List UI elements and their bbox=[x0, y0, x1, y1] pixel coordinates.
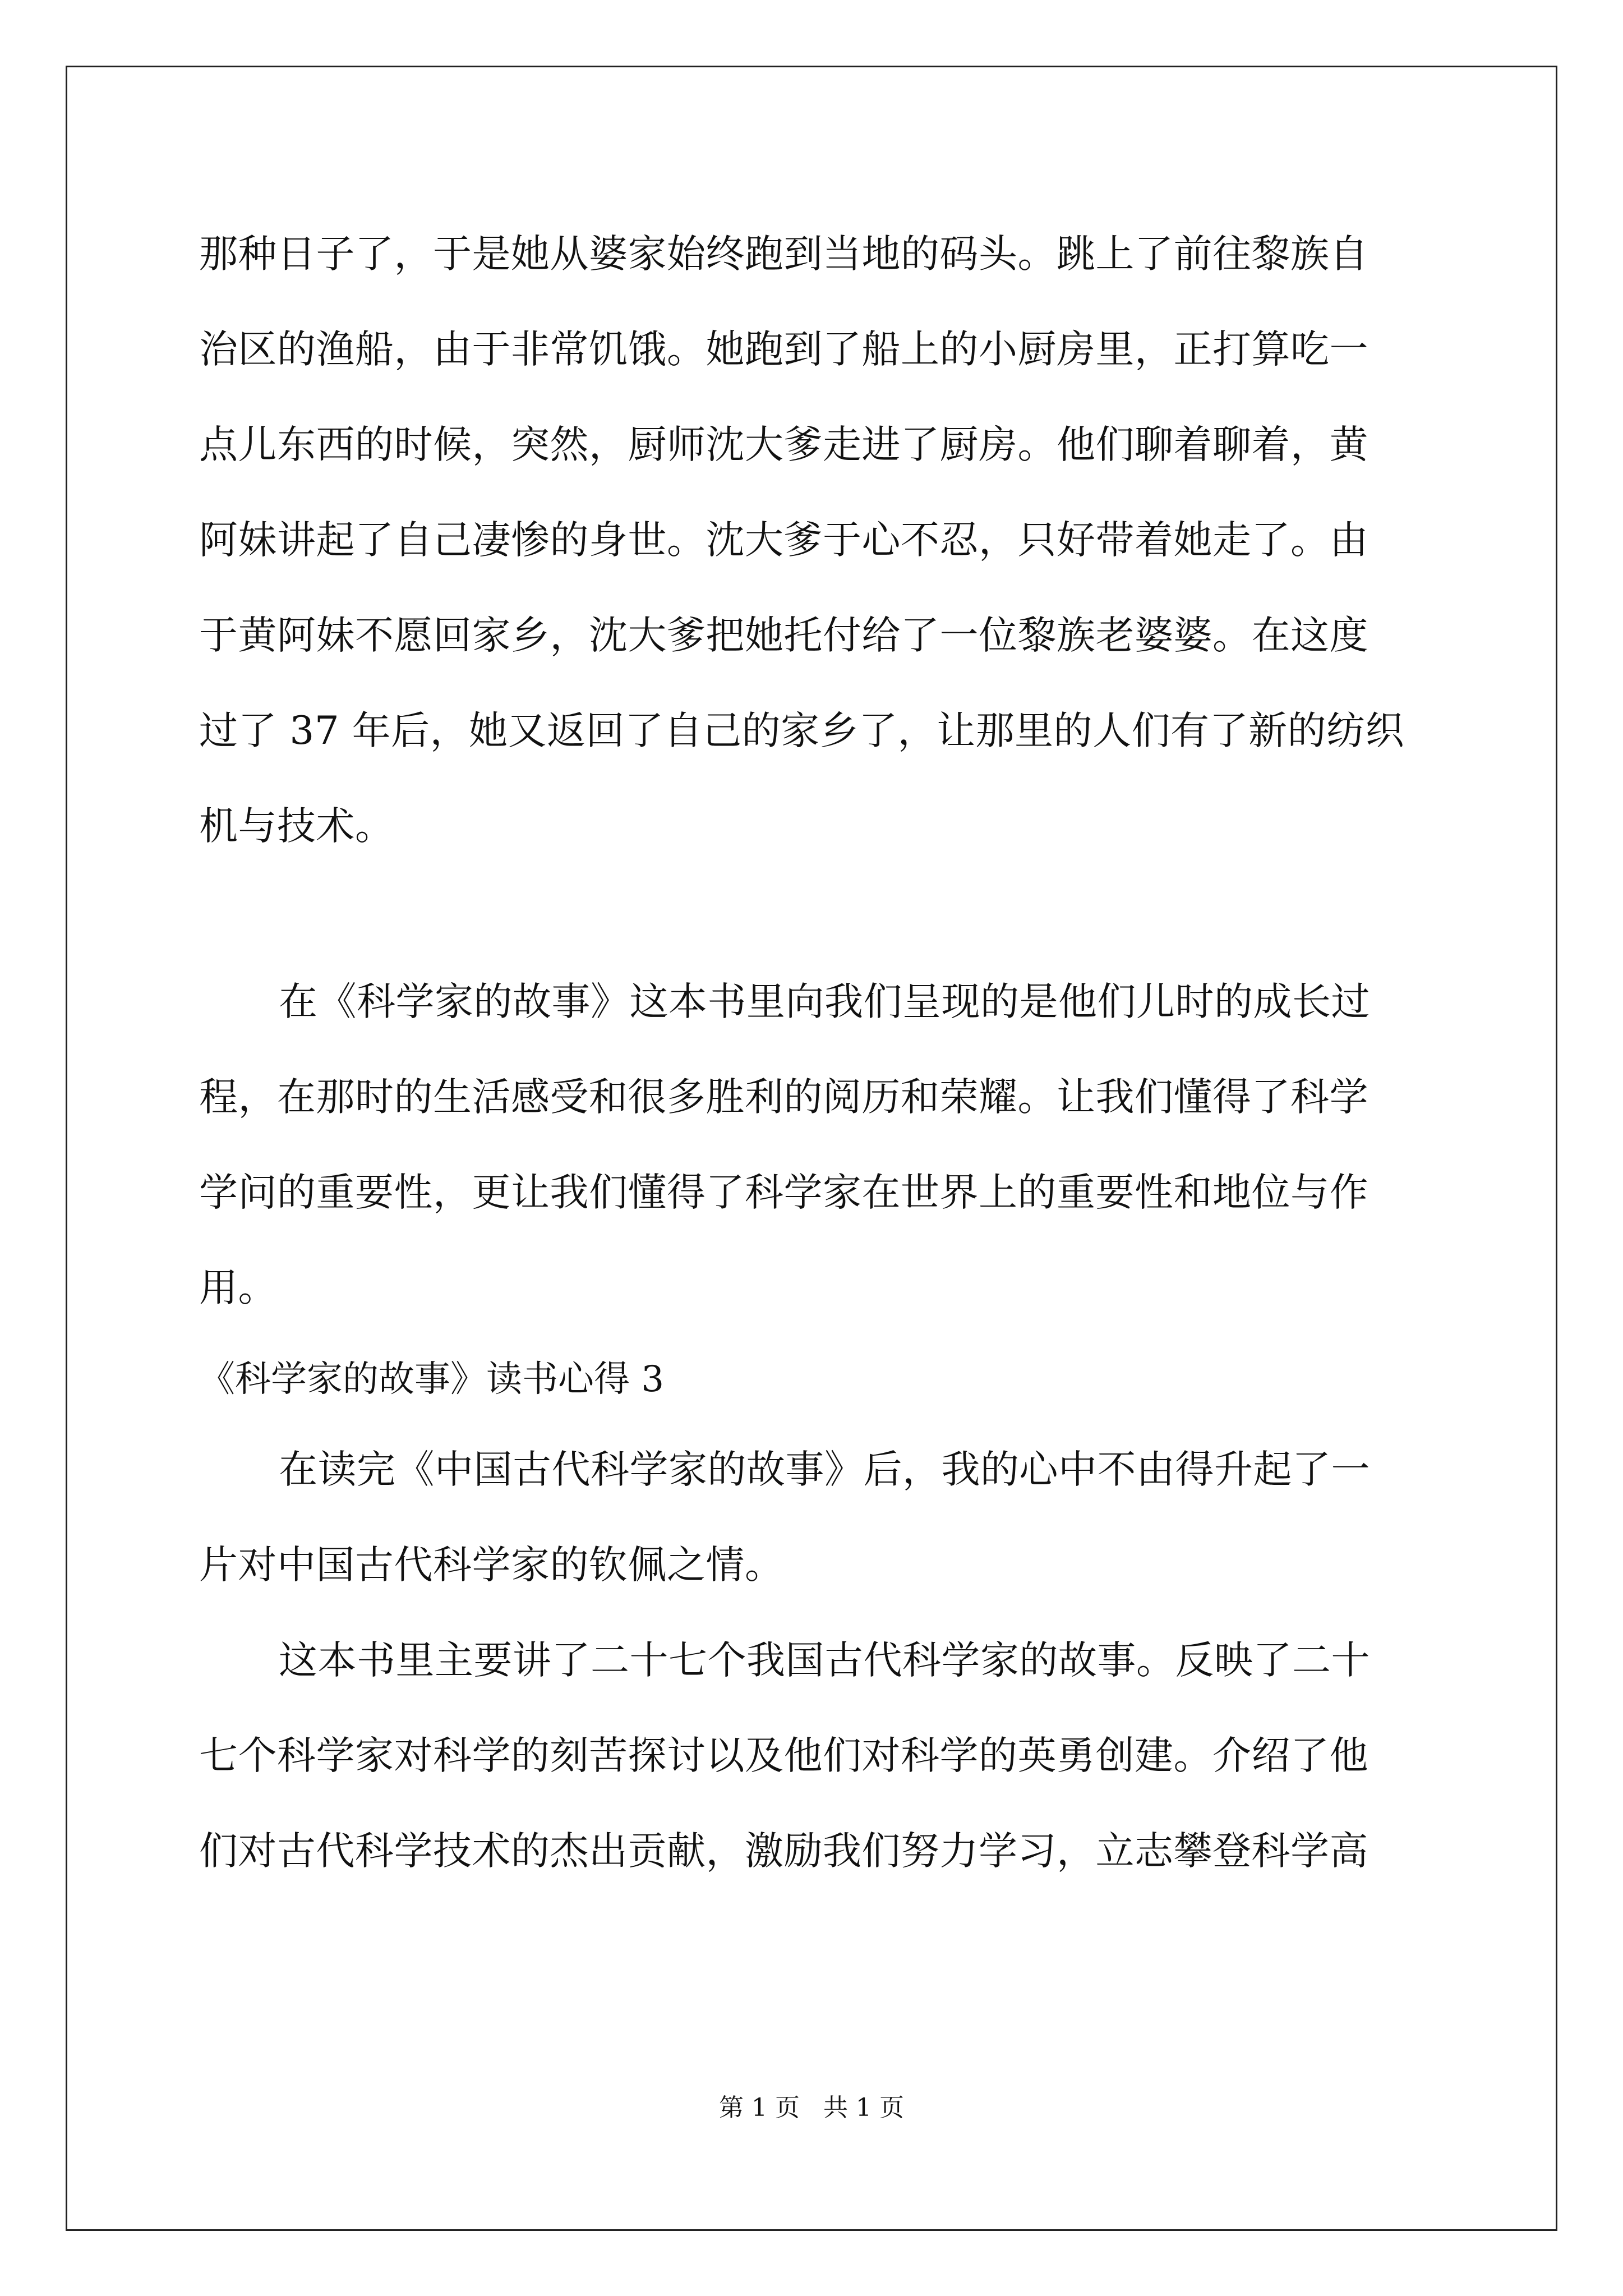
paragraph-3-line-2: 片对中国古代科学家的钦佩之情。 bbox=[199, 1543, 784, 1588]
paragraph-1-line-7: 机与技术。 bbox=[199, 804, 394, 849]
paragraph-1-line-1: 那种日子了，于是她从婆家始终跑到当地的码头。跳上了前往黎族自 bbox=[199, 232, 1368, 277]
paragraph-4-line-3: 们对古代科学技术的杰出贡献，激励我们努力学习，立志攀登科学高 bbox=[199, 1829, 1368, 1874]
section-heading: 《科学家的故事》读书心得 3 bbox=[199, 1359, 665, 1400]
paragraph-4-line-2: 七个科学家对科学的刻苦探讨以及他们对科学的英勇创建。介绍了他 bbox=[199, 1733, 1368, 1778]
paragraph-2-line-2: 程，在那时的生活感受和很多胜利的阅历和荣耀。让我们懂得了科学 bbox=[199, 1075, 1368, 1120]
paragraph-2-line-4: 用。 bbox=[199, 1266, 277, 1310]
page-footer: 第 1 页 共 1 页 bbox=[719, 2093, 904, 2122]
paragraph-4-line-1: 这本书里主要讲了二十七个我国古代科学家的故事。反映了二十 bbox=[279, 1638, 1370, 1683]
page-border bbox=[66, 66, 1557, 2231]
paragraph-1-line-6: 过了 37 年后，她又返回了自己的家乡了，让那里的人们有了新的纺织 bbox=[199, 708, 1405, 753]
paragraph-3-line-1: 在读完《中国古代科学家的故事》后，我的心中不由得升起了一 bbox=[279, 1447, 1370, 1492]
paragraph-2-line-1: 在《科学家的故事》这本书里向我们呈现的是他们儿时的成长过 bbox=[279, 979, 1370, 1024]
paragraph-1-line-2: 治区的渔船，由于非常饥饿。她跑到了船上的小厨房里，正打算吃一 bbox=[199, 327, 1368, 372]
paragraph-1-line-4: 阿妹讲起了自己凄惨的身世。沈大爹于心不忍，只好带着她走了。由 bbox=[199, 518, 1368, 563]
paragraph-1-line-5: 于黄阿妹不愿回家乡，沈大爹把她托付给了一位黎族老婆婆。在这度 bbox=[199, 613, 1368, 658]
paragraph-1-line-3: 点儿东西的时候，突然，厨师沈大爹走进了厨房。他们聊着聊着，黄 bbox=[199, 422, 1368, 467]
paragraph-2-line-3: 学问的重要性，更让我们懂得了科学家在世界上的重要性和地位与作 bbox=[199, 1170, 1368, 1215]
